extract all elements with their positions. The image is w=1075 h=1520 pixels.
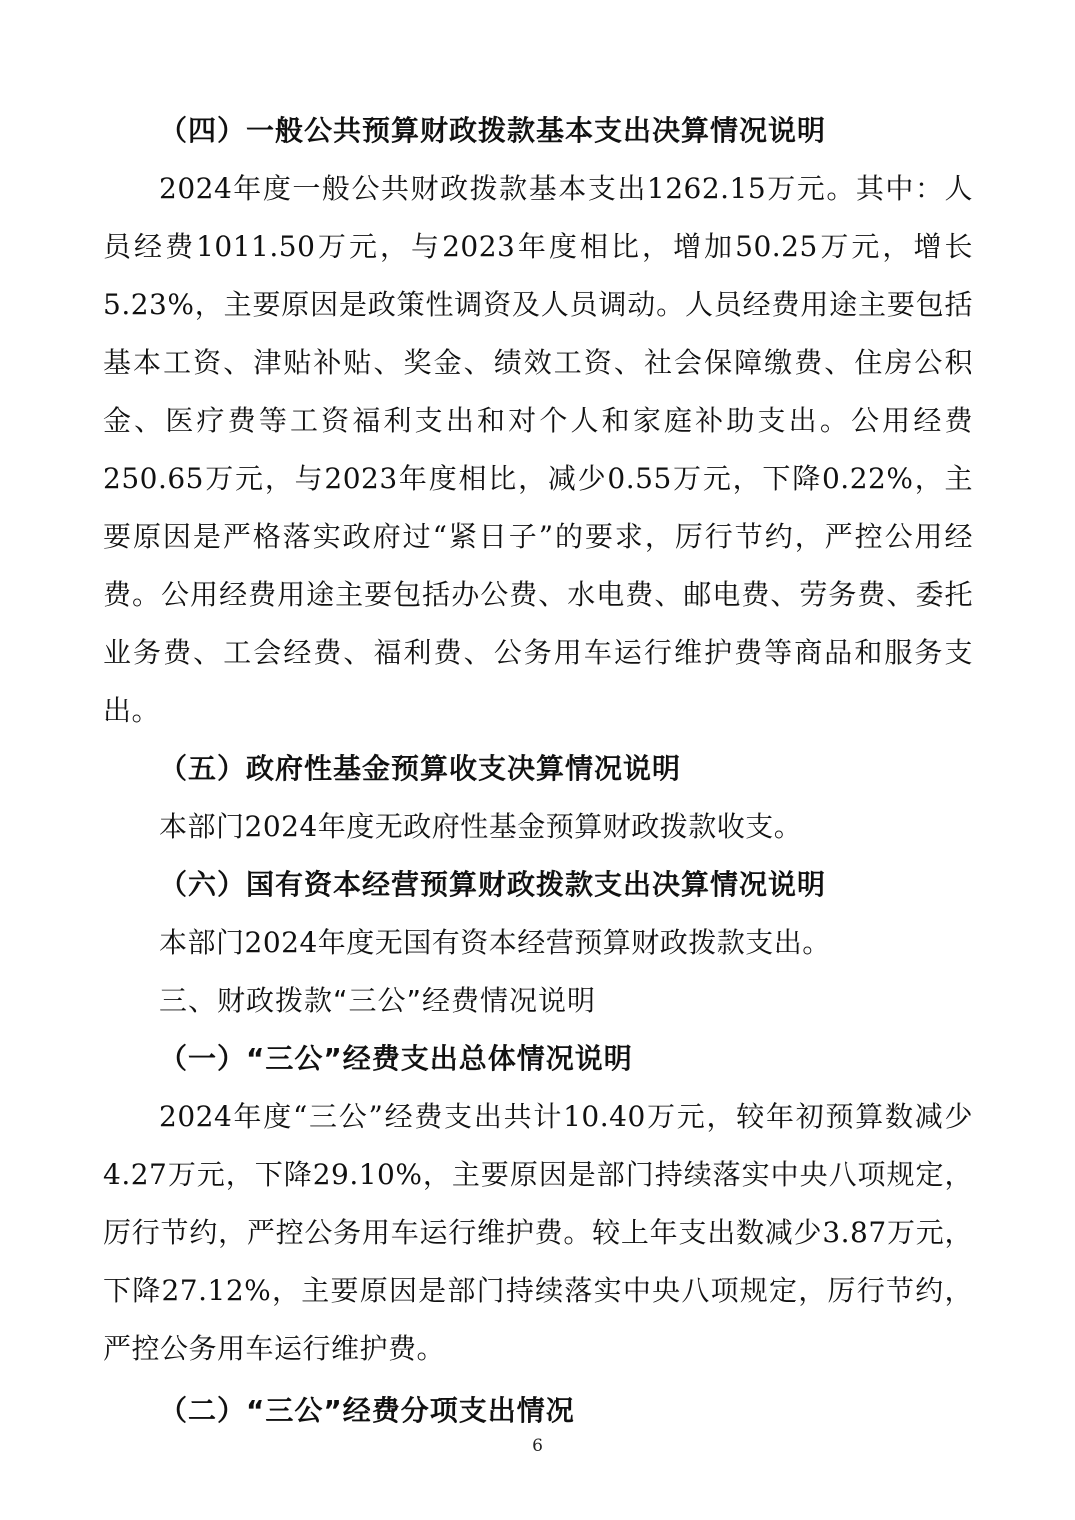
heading-basic-expenditure: （四）一般公共预算财政拨款基本支出决算情况说明 (159, 114, 827, 147)
document-body (103, 102, 973, 1440)
paragraph-state-capital: 本部门2024年度无国有资本经营预算财政拨款支出。 (159, 926, 831, 959)
heading-three-public-itemized: （二）“三公”经费分项支出情况 (159, 1394, 575, 1427)
page-number: 6 (532, 1436, 543, 1456)
paragraph-three-public-overall: 2024年度“三公”经费支出共计10.40万元，较年初预算数减少4.27万元，下降29.10%，主要原因是部门持续落实中央八项规定，厉行节约，严控公务用车运行维护费。较上年支出数减少3.87万元，下降27.12%，主要原因是部门持续落实中央八项规定，厉行节约，严控公务用车运行维护费。 (103, 1100, 973, 1365)
heading-state-capital: （六）国有资本经营预算财政拨款支出决算情况说明 (159, 868, 827, 901)
heading-government-fund: （五）政府性基金预算收支决算情况说明 (159, 752, 682, 785)
heading-three-public-expenses: 三、财政拨款“三公”经费情况说明 (159, 984, 597, 1017)
paragraph-basic-expenditure: 2024年度一般公共财政拨款基本支出1262.15万元。其中：人员经费1011.50万元，与2023年度相比，增加50.25万元，增长5.23%，主要原因是政策性调资及人员调动。人员经费用途主要包括基本工资、津贴补贴、奖金、绩效工资、社会保障缴费、住房公积金、医疗费等工资福利支出和对个人和家庭补助支出。公用经费250.65万元，与2023年度相比，减少0.55万元，下降0.22%，主要原因是严格落实政府过“紧日子”的要求，厉行节约，严控公用经费。公用经费用途主要包括办公费、水电费、邮电费、劳务费、委托业务费、工会经费、福利费、公务用车运行维护费等商品和服务支出。 (103, 172, 973, 727)
heading-three-public-overall: （一）“三公”经费支出总体情况说明 (159, 1042, 633, 1075)
paragraph-government-fund: 本部门2024年度无政府性基金预算财政拨款收支。 (159, 810, 803, 843)
